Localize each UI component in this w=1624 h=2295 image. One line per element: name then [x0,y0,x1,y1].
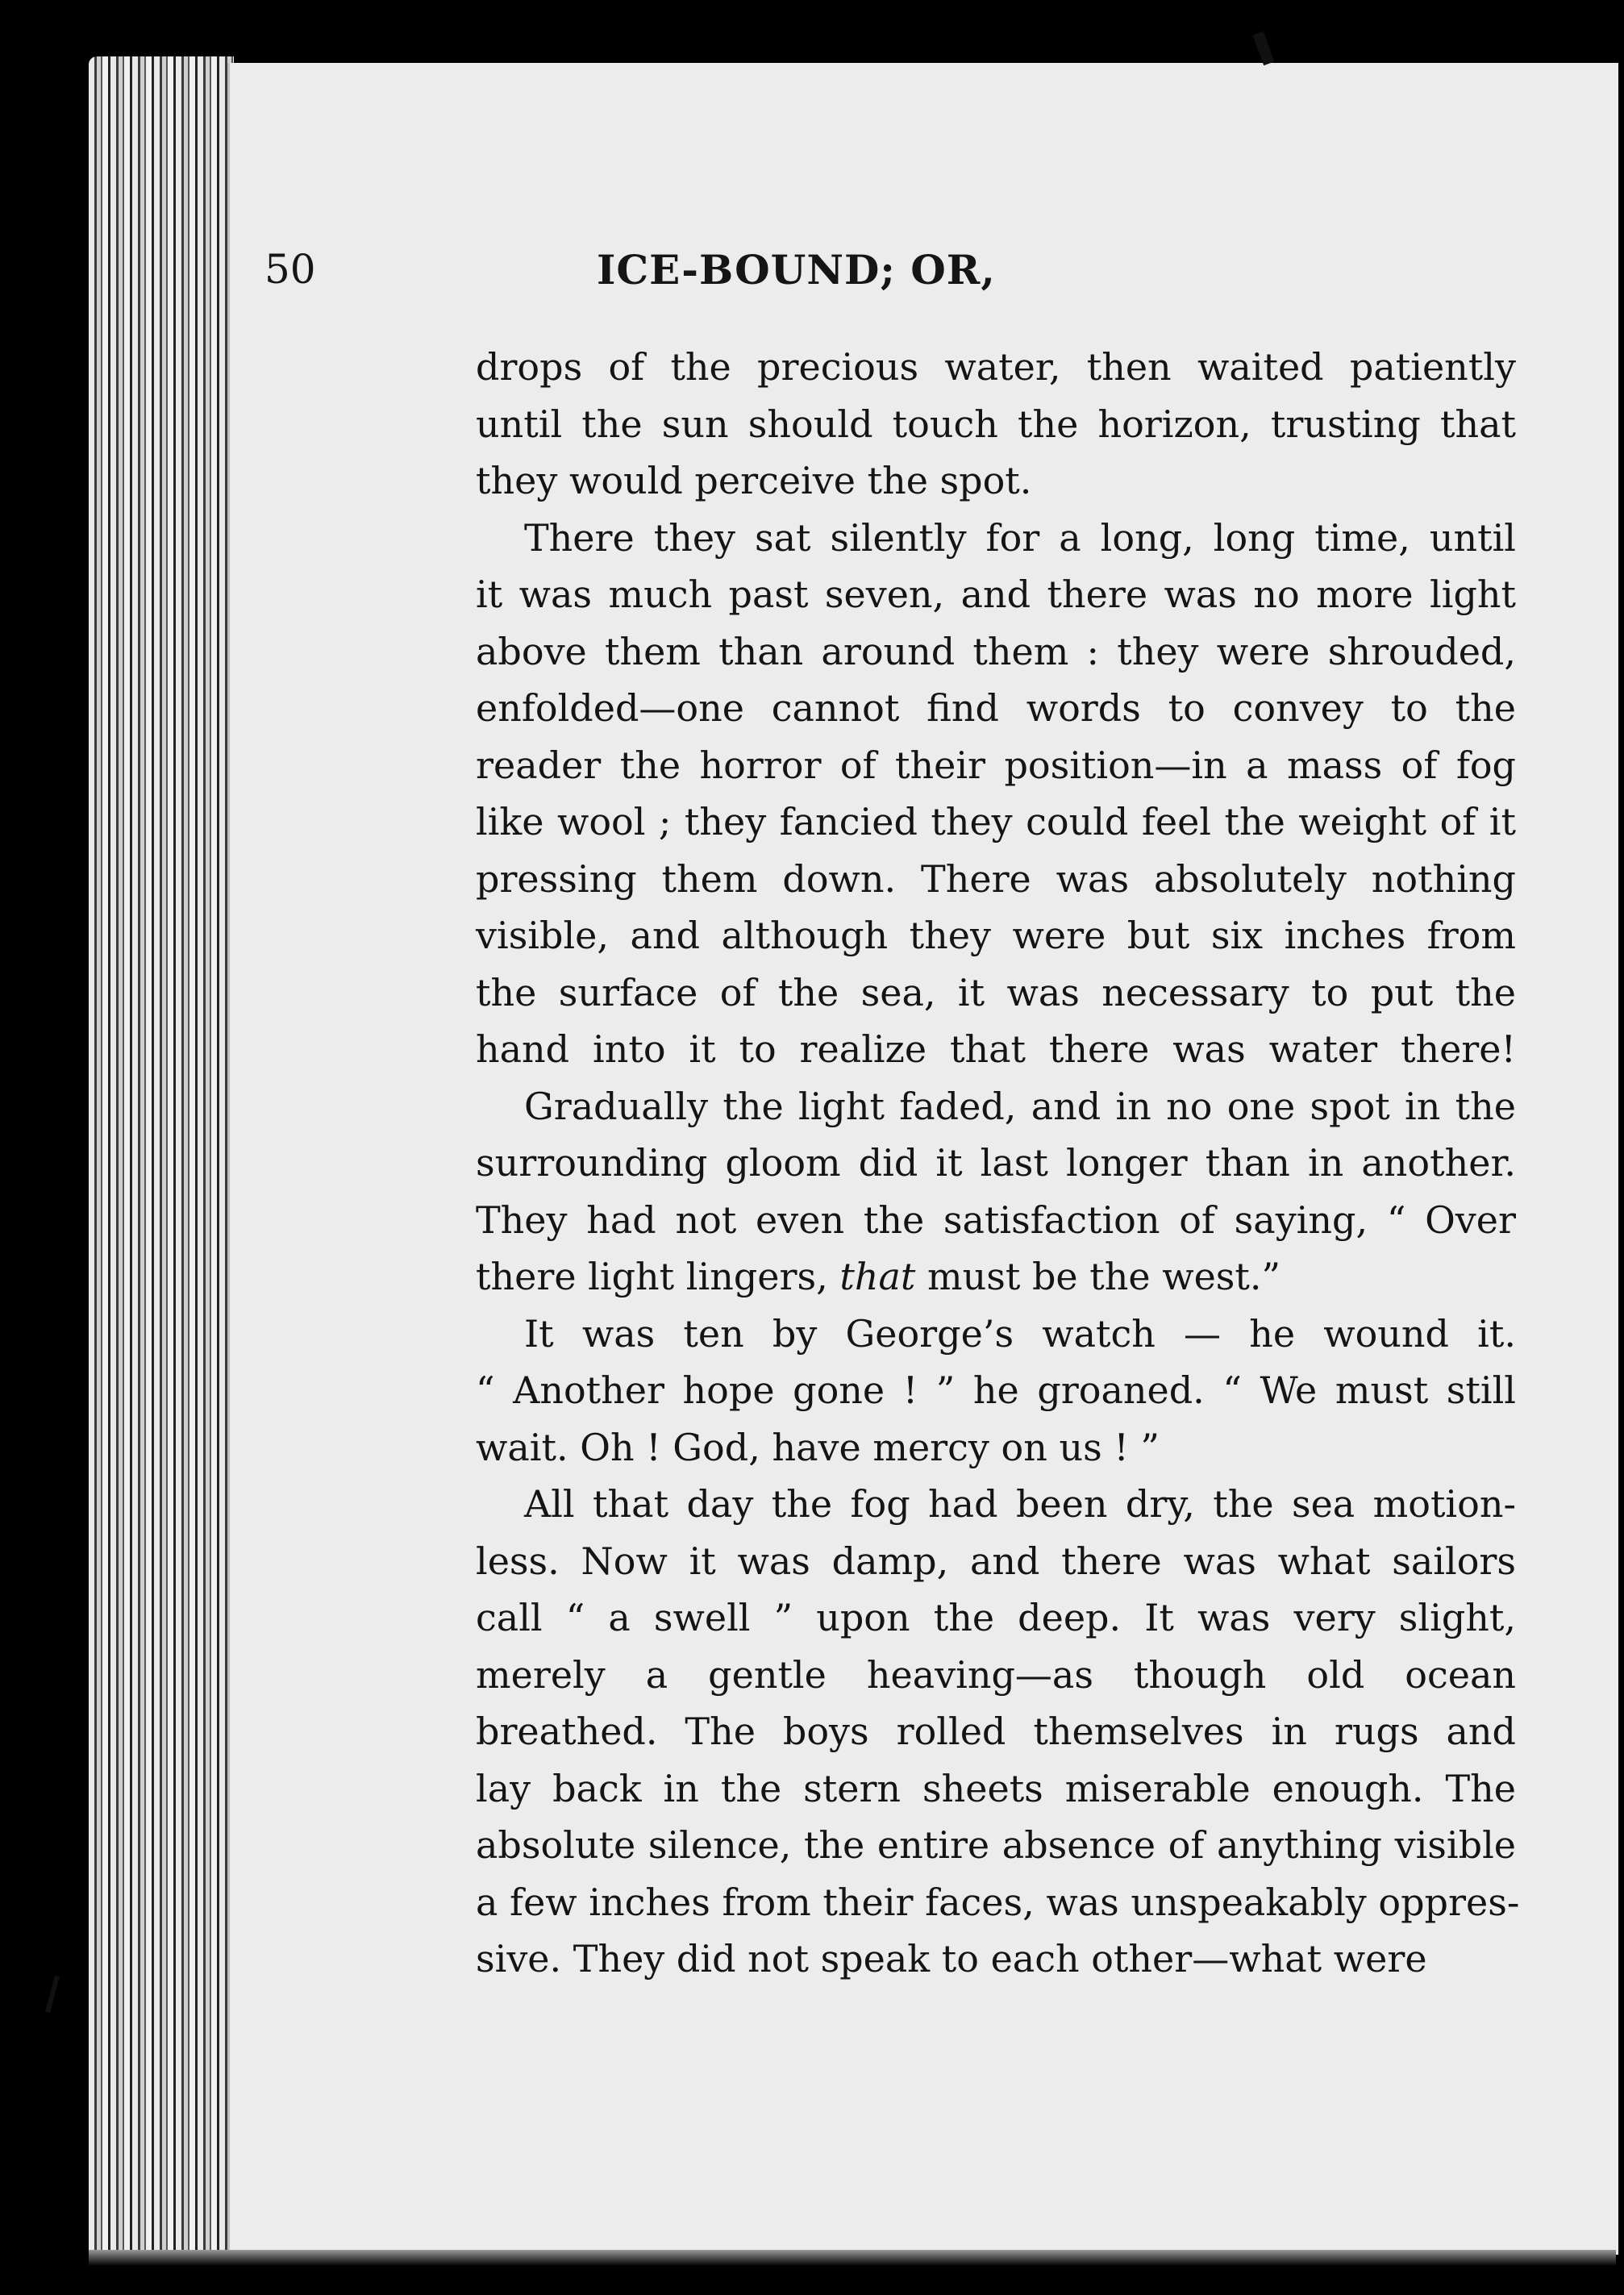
text-line: it was much past seven, and there was no more light [476,573,1516,616]
text-line: breathed. The boys rolled themselves in rugs and [476,1710,1516,1753]
text-line: surrounding gloom did it last longer than in another. [476,1141,1516,1185]
text-line: All that day the fog had been dry, the sea motion- [524,1482,1516,1526]
text-line: like wool ; they fancied they could feel the weight of it [476,800,1516,843]
paragraph [476,1078,1516,1306]
text-line: “ Another hope gone ! ” he groaned. “ We must still [476,1368,1516,1412]
page-bottom-shadow [89,2250,1616,2266]
book-page-edges [89,56,234,2258]
running-head [0,246,1624,302]
text-line: enfolded—one cannot find words to convey to the [476,686,1516,730]
paragraph [476,1476,1520,1988]
text-line: above them than around them : they were shrouded, [476,629,1516,673]
paragraph [476,339,1516,510]
text-line: drops of the precious water, then waited patiently [476,345,1516,389]
running-title: ICE-BOUND; OR, [597,246,996,294]
text-line: wait. Oh ! God, have mercy on us ! ” [476,1425,1160,1469]
text-line: less. Now it was damp, and there was what sailors [476,1539,1516,1583]
text-line: It was ten by George’s watch — he wound it. [524,1311,1516,1356]
text-line: the surface of the sea, it was necessary to put the [476,970,1516,1014]
page-number: 50 [264,246,316,293]
text-line: pressing them down. There was absolutely nothing [476,856,1516,901]
text-line: a few inches from their faces, was unspeakably oppres- [476,1880,1520,1924]
text-line: hand into it to realize that there was water there! [476,1027,1516,1071]
text-line: call “ a swell ” upon the deep. It was very slight, [476,1596,1516,1639]
emphasized-word: that [839,1255,916,1298]
text-line: they would perceive the spot. [476,459,1032,502]
scan-speck [1253,31,1275,65]
text-line: absolute silence, the entire absence of anything visible [476,1823,1516,1867]
text-line: sive. They did not speak to each other—what were [476,1937,1427,1981]
body-text [476,339,1520,1988]
scan-speck [45,1976,60,2013]
text-line: there light lingers, that must be the west.” [476,1255,1281,1298]
paragraph [476,510,1516,1078]
text-line: merely a gentle heaving—as though old ocean [476,1652,1516,1697]
text-line: They had not even the satisfaction of saying, “ Over [476,1197,1516,1242]
paragraph [476,1306,1516,1477]
text-line: lay back in the stern sheets miserable enough. The [476,1766,1516,1810]
text-line: reader the horror of their position—in a mass of fog [476,743,1516,787]
text-line: until the sun should touch the horizon, trusting that [476,402,1516,446]
text-line: There they sat silently for a long, long time, until [524,515,1516,560]
text-line: visible, and although they were but six inches from [476,914,1516,957]
text-line: Gradually the light faded, and in no one spot in the [524,1084,1516,1128]
